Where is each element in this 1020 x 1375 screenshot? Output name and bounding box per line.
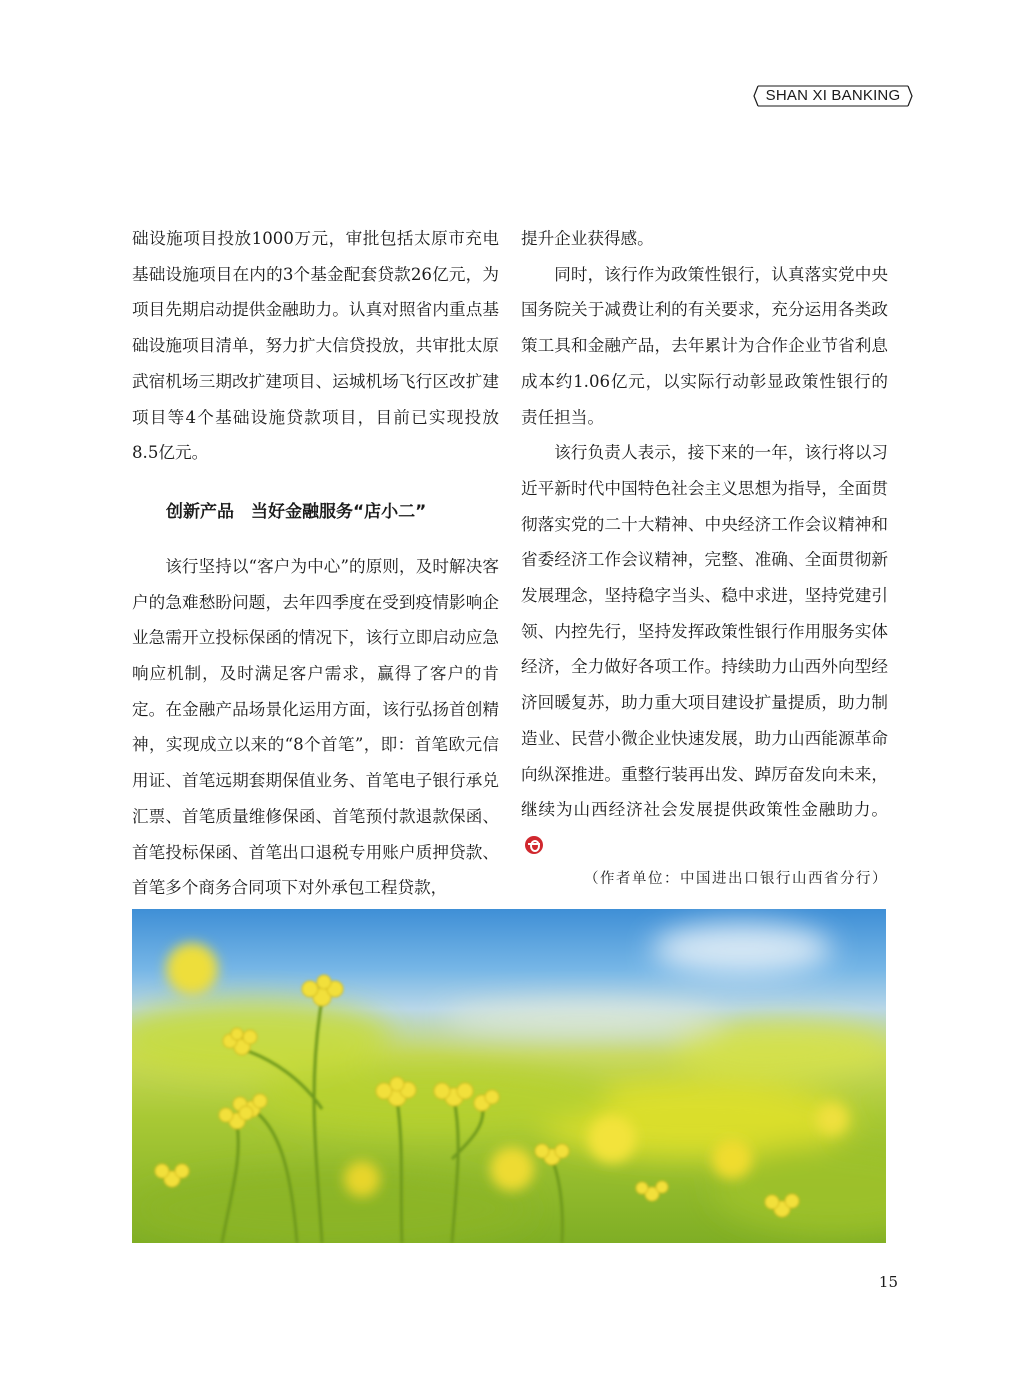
running-head-text: SHAN XI BANKING (765, 87, 901, 104)
right-paragraph-1: 提升企业获得感。 (521, 229, 654, 248)
rapeseed-flower-photo (132, 909, 886, 1243)
author-note: （作者单位：中国进出口银行山西省分行） (584, 870, 888, 887)
right-column (521, 221, 888, 894)
flower-field-illustration (132, 909, 886, 1243)
running-head (752, 84, 914, 108)
page-number: 15 (878, 1273, 898, 1291)
right-paragraph-3: 该行负责人表示，接下来的一年，该行将以习近平新时代中国特色社会主义思想为指导，全面贯彻落实党的二十大精神、中央经济工作会议精神和省委经济工作会议精神，完整、准确、全面贯彻新发展理念，坚持稳字当头、稳中求进，坚持党建引领、内控先行，坚持发挥政策性银行作用服务实体经济，全力做好各项工作。持续助力山西外向型经济回暖复苏，助力重大项目建设扩量提质，助力制造业、民营小微企业快速发展，助力山西能源革命向纵深推进。重整行装再出发、踔厉奋发向未来，继续为山西经济社会发展提供政策性金融助力。 (521, 443, 888, 820)
right-paragraph-2: 同时，该行作为政策性银行，认真落实党中央国务院关于减费让利的有关要求，充分运用各类政策工具和金融产品，去年累计为合作企业节省利息成本约1.06亿元，以实际行动彰显政策性银行的责任担当。 (521, 264, 888, 427)
left-column (132, 221, 499, 906)
left-paragraph-2: 该行坚持以“客户为中心”的原则，及时解决客户的急难愁盼问题，去年四季度在受到疫情影响企业急需开立投标保函的情况下，该行立即启动应急响应机制，及时满足客户需求，赢得了客户的肯定。在金融产品场景化运用方面，该行弘扬首创精神，实现成立以来的“8个首笔”，即：首笔欧元信用证、首笔远期套期保值业务、首笔电子银行承兑汇票、首笔质量维修保函、首笔预付款退款保函、首笔投标保函、首笔出口退税专用账户质押贷款、首笔多个商务合同项下对外承包工程贷款， (132, 556, 499, 898)
left-paragraph-1: 础设施项目投放1000万元，审批包括太原市充电基础设施项目在内的3个基金配套贷款26亿元，为项目先期启动提供金融助力。认真对照省内重点基础设施项目清单，努力扩大信贷投放，共审批太原武宿机场三期改扩建项目、运城机场飞行区改扩建项目等4个基础设施贷款项目，目前已实现投放8.5亿元。 (132, 229, 499, 463)
right-paragraph-3-wrapper (521, 435, 888, 863)
section-heading: 创新产品 当好金融服务“店小二” (166, 501, 427, 522)
end-mark-icon (525, 836, 543, 854)
